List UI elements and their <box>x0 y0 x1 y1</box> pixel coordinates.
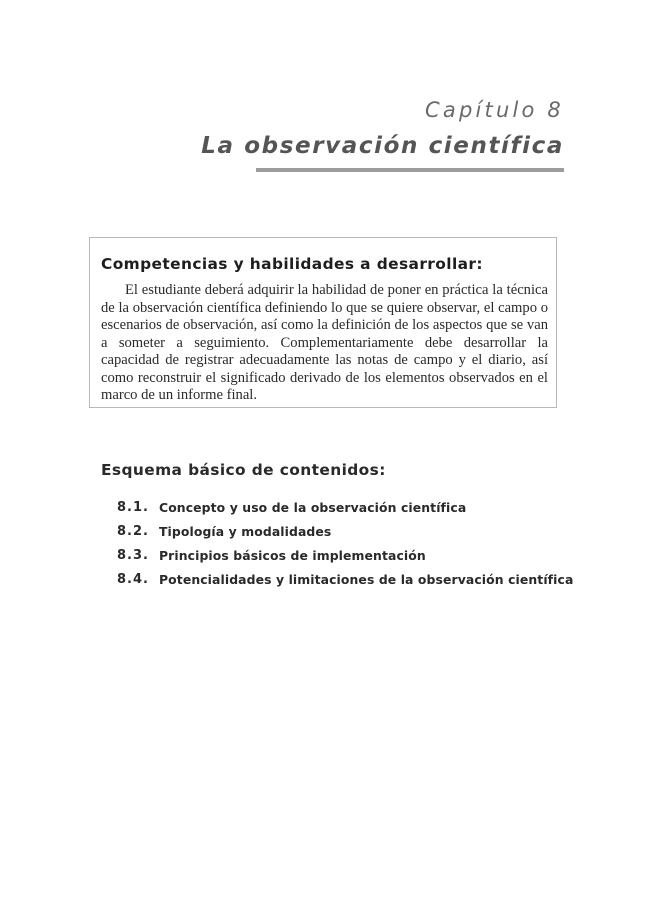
title-rule <box>256 168 564 172</box>
esquema-item-number: 8.1. <box>117 499 149 515</box>
esquema-item <box>117 567 573 591</box>
esquema-item-number: 8.4. <box>117 571 149 587</box>
competencias-paragraph: El estudiante deberá adquirir la habilidad de poner en práctica la técnica de la observación científica definiendo lo que se quiere observar, el campo o escenarios de observación, así como la definición de los aspectos que se van a someter a seguimiento. Complementariamente debe desarrollar la capacidad de registrar adecuadamente las notas de campo y el diario, así como reconstruir el significado derivado de los elementos observados en el marco de un informe final. <box>101 282 548 403</box>
esquema-item-label: Principios básicos de implementación <box>159 547 426 563</box>
esquema-list <box>117 495 573 591</box>
esquema-item <box>117 519 573 543</box>
chapter-title: La observación científica <box>201 133 564 159</box>
esquema-item-label: Tipología y modalidades <box>159 523 332 539</box>
chapter-label: Capítulo 8 <box>425 98 564 122</box>
esquema-item-label: Potencialidades y limitaciones de la observación científica <box>159 571 574 587</box>
esquema-item <box>117 495 573 519</box>
esquema-item-number: 8.2. <box>117 523 149 539</box>
esquema-item-label: Concepto y uso de la observación científica <box>159 499 467 515</box>
esquema-item <box>117 543 573 567</box>
esquema-item-number: 8.3. <box>117 547 149 563</box>
competencias-heading: Competencias y habilidades a desarrollar: <box>101 255 483 273</box>
esquema-heading: Esquema básico de contenidos: <box>101 461 386 479</box>
competencias-box <box>89 237 557 408</box>
